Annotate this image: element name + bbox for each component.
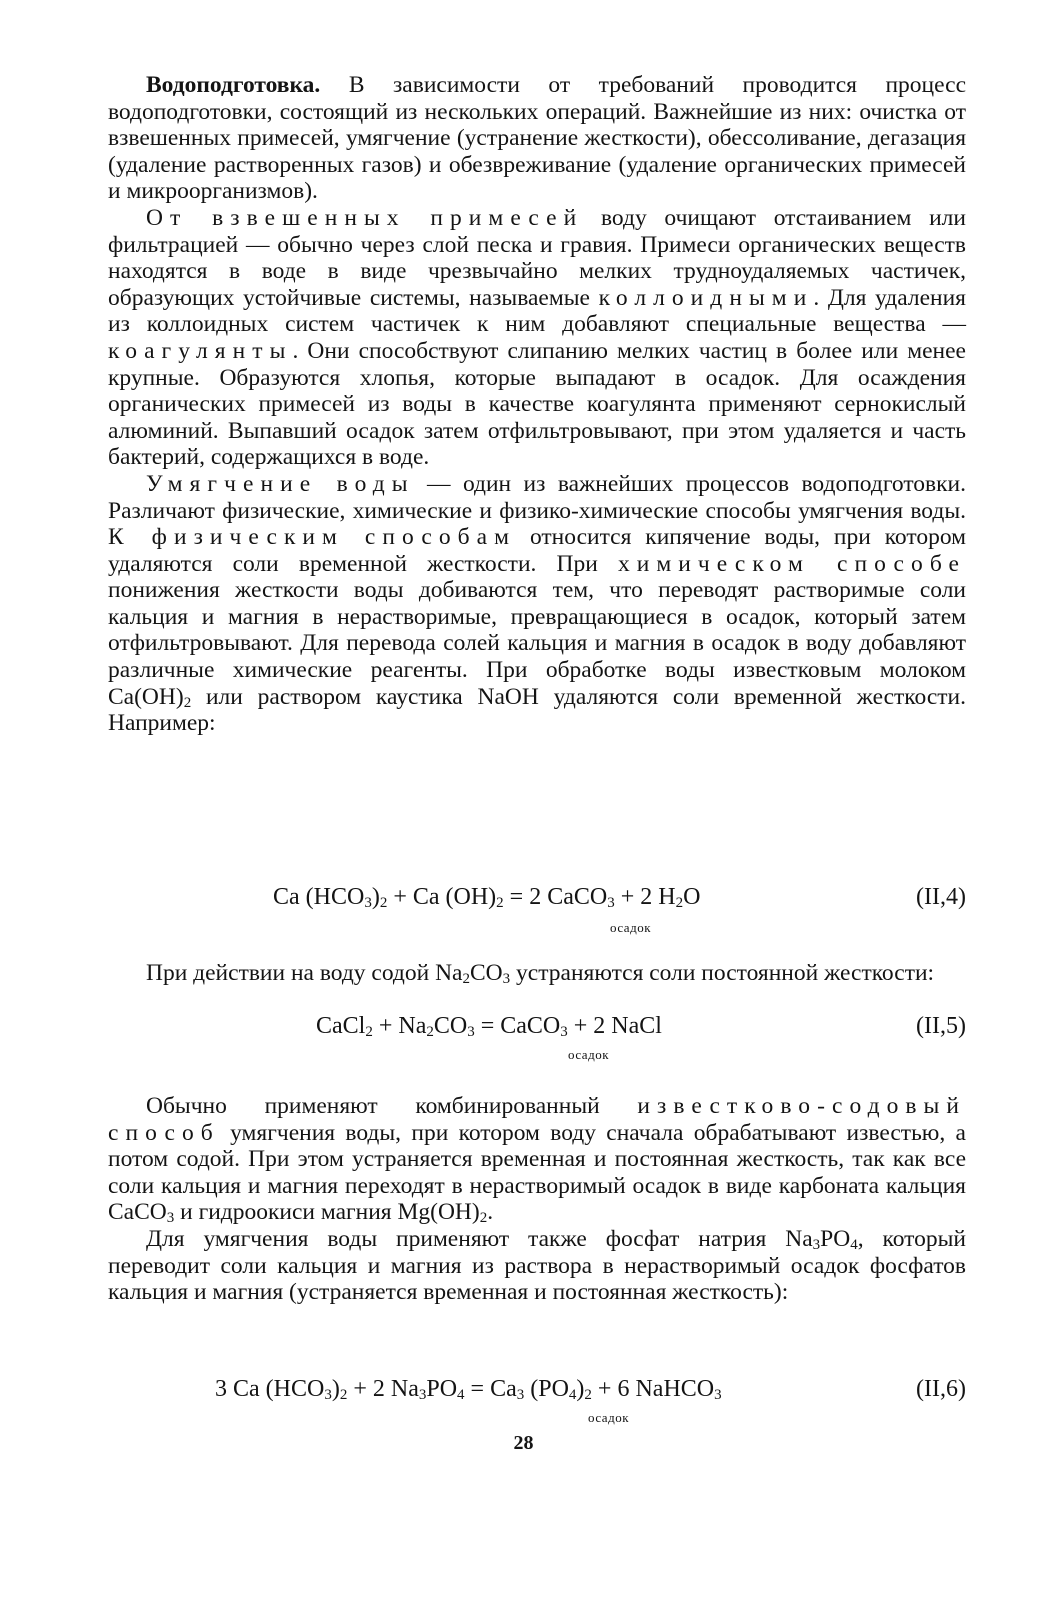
paragraph-text: понижения жесткости воды добиваются тем, что переводят растворимые соли кальция и магния в нерастворимые, превращающиеся в осадок, который затем отфильтровывают. Для перевода солей кальция и магния в осадок в воду добавляют различные химические реагенты. При обработке воды известковым молоком Ca(OH) bbox=[108, 577, 966, 710]
paragraph-text: , который переводит соли кальция и магния из раствора в нерастворимый осадок фосфатов кальция и магния (устраняется временная и постоянная жесткость): bbox=[108, 1225, 966, 1306]
subscript: 4 bbox=[850, 1236, 858, 1253]
paragraph-softening bbox=[108, 471, 966, 737]
paragraph-text: воду очищают отстаиванием или фильтрацией — обычно через слой песка и гравия. Примеси органических веществ находятся в воде в виде чрезвычайно мелких трудноудаляемых частичек, образующих устойчивые системы, называемые bbox=[108, 204, 966, 311]
paragraph-suspended-impurities bbox=[108, 205, 966, 471]
equation-II-4 bbox=[108, 884, 966, 935]
subscript: 2 bbox=[183, 694, 192, 711]
paragraph-text: устраняются соли постоянной жесткости: bbox=[510, 960, 935, 986]
subscript: 2 bbox=[479, 1210, 488, 1227]
spaced-term: Умягчение воды bbox=[146, 470, 415, 497]
paragraph-text: В зависимости от требований проводится процесс водоподготовки, состоящий из нескольких операций. Важнейшие из них: очистка от взвешенных примесей, умягчение (устранение жесткости), обессоливание, дегазация (удаление растворенных газов) и обезвреживание (удаление органических примесей и микроорганизмов). bbox=[108, 72, 966, 205]
precipitate-label: осадок bbox=[610, 920, 652, 935]
text-block-1 bbox=[108, 72, 966, 737]
equation-number: (II,6) bbox=[916, 1376, 966, 1402]
subscript: 3 bbox=[502, 971, 511, 987]
paragraph-text: При действии на воду содой Na bbox=[146, 960, 463, 986]
spaced-term: К физическим способам bbox=[108, 524, 517, 551]
paragraph-text: Обычно применяют комбинированный bbox=[146, 1093, 638, 1119]
equation-II-6 bbox=[108, 1376, 966, 1425]
subscript: 3 bbox=[812, 1236, 821, 1253]
paragraph-text: PO bbox=[820, 1225, 851, 1252]
spaced-term: известково-содовый способ bbox=[108, 1093, 966, 1146]
paragraph-water-treatment bbox=[108, 72, 966, 205]
paragraph-text: . Они способствуют слипанию мелких частиц в более или менее крупные. Образуются хлопья, которые выпадают в осадок. Для осаждения органических примесей из воды в качестве коагулянта применяют сернокислый алюминий. Выпавший осадок затем отфильтровывают, при этом удаляется и часть бактерий, содержащихся в воде. bbox=[108, 337, 966, 471]
spaced-term: химическом способе bbox=[617, 550, 966, 577]
equation-formula: CaCl$_2$ + $Na_2CO_3$ = CaCO$_3$ + 2 NaCl bbox=[316, 1013, 662, 1040]
spaced-term: коагулянты bbox=[108, 337, 293, 364]
paragraph-text: . bbox=[487, 1199, 494, 1226]
subscript: 3 bbox=[166, 1210, 175, 1227]
paragraph-text: относится кипячение воды, при котором удаляются соли временной жесткости. При bbox=[108, 524, 966, 577]
paragraph-soda bbox=[108, 960, 966, 987]
section-heading: Водоподготовка. bbox=[146, 72, 321, 98]
paragraph-text: или раствором каустика NaOH удаляются соли временной жесткости. Например: bbox=[108, 683, 966, 737]
text-block-3 bbox=[108, 1093, 966, 1306]
text-block-2 bbox=[108, 960, 966, 987]
paragraph-lime-soda bbox=[108, 1093, 966, 1226]
paragraph-text: умягчения воды, при котором воду сначала обрабатывают известью, а потом содой. При этом устраняется временная и постоянная жесткость, так как все соли кальция и магния переходят в нерастворимый осадок в виде карбоната кальция CaCO bbox=[108, 1119, 966, 1226]
equation-formula: 3 Ca $(HCO_3)_2 + 2$ $Na_3PO_4 = Ca_3$ $(PO_4)_2 + 6$ NaHCO$_3$ bbox=[215, 1376, 722, 1403]
equation-formula: Ca $(HCO_3)_2 + Ca$ $(OH)_2 = 2$ CaCO$_3$ + 2 $H_2O$ bbox=[273, 884, 701, 911]
equation-number: (II,5) bbox=[916, 1013, 966, 1039]
equation-II-5 bbox=[108, 1013, 966, 1062]
equation-number: (II,4) bbox=[916, 884, 966, 910]
paragraph-text: Для умягчения воды применяют также фосфат натрия Na bbox=[146, 1225, 813, 1252]
precipitate-label: осадок bbox=[588, 1410, 630, 1425]
subscript: 2 bbox=[462, 971, 470, 987]
spaced-term: коллоидными bbox=[598, 284, 814, 311]
paragraph-text: . Для удаления из коллоидных систем частичек к ним добавляют специальные вещества — bbox=[108, 284, 966, 338]
precipitate-label: осадок bbox=[568, 1047, 610, 1062]
page-number: 28 bbox=[513, 1432, 534, 1454]
paragraph-text: и гидроокиси магния Mg(OH) bbox=[174, 1199, 480, 1226]
spaced-term: От взвешенных примесей bbox=[146, 204, 584, 231]
paragraph-text: — один из важнейших процессов водоподготовки. Различают физические, химические и физико-химические способы умягчения воды. bbox=[108, 470, 966, 524]
paragraph-phosphate bbox=[108, 1226, 966, 1306]
paragraph-text: CO bbox=[470, 960, 503, 986]
